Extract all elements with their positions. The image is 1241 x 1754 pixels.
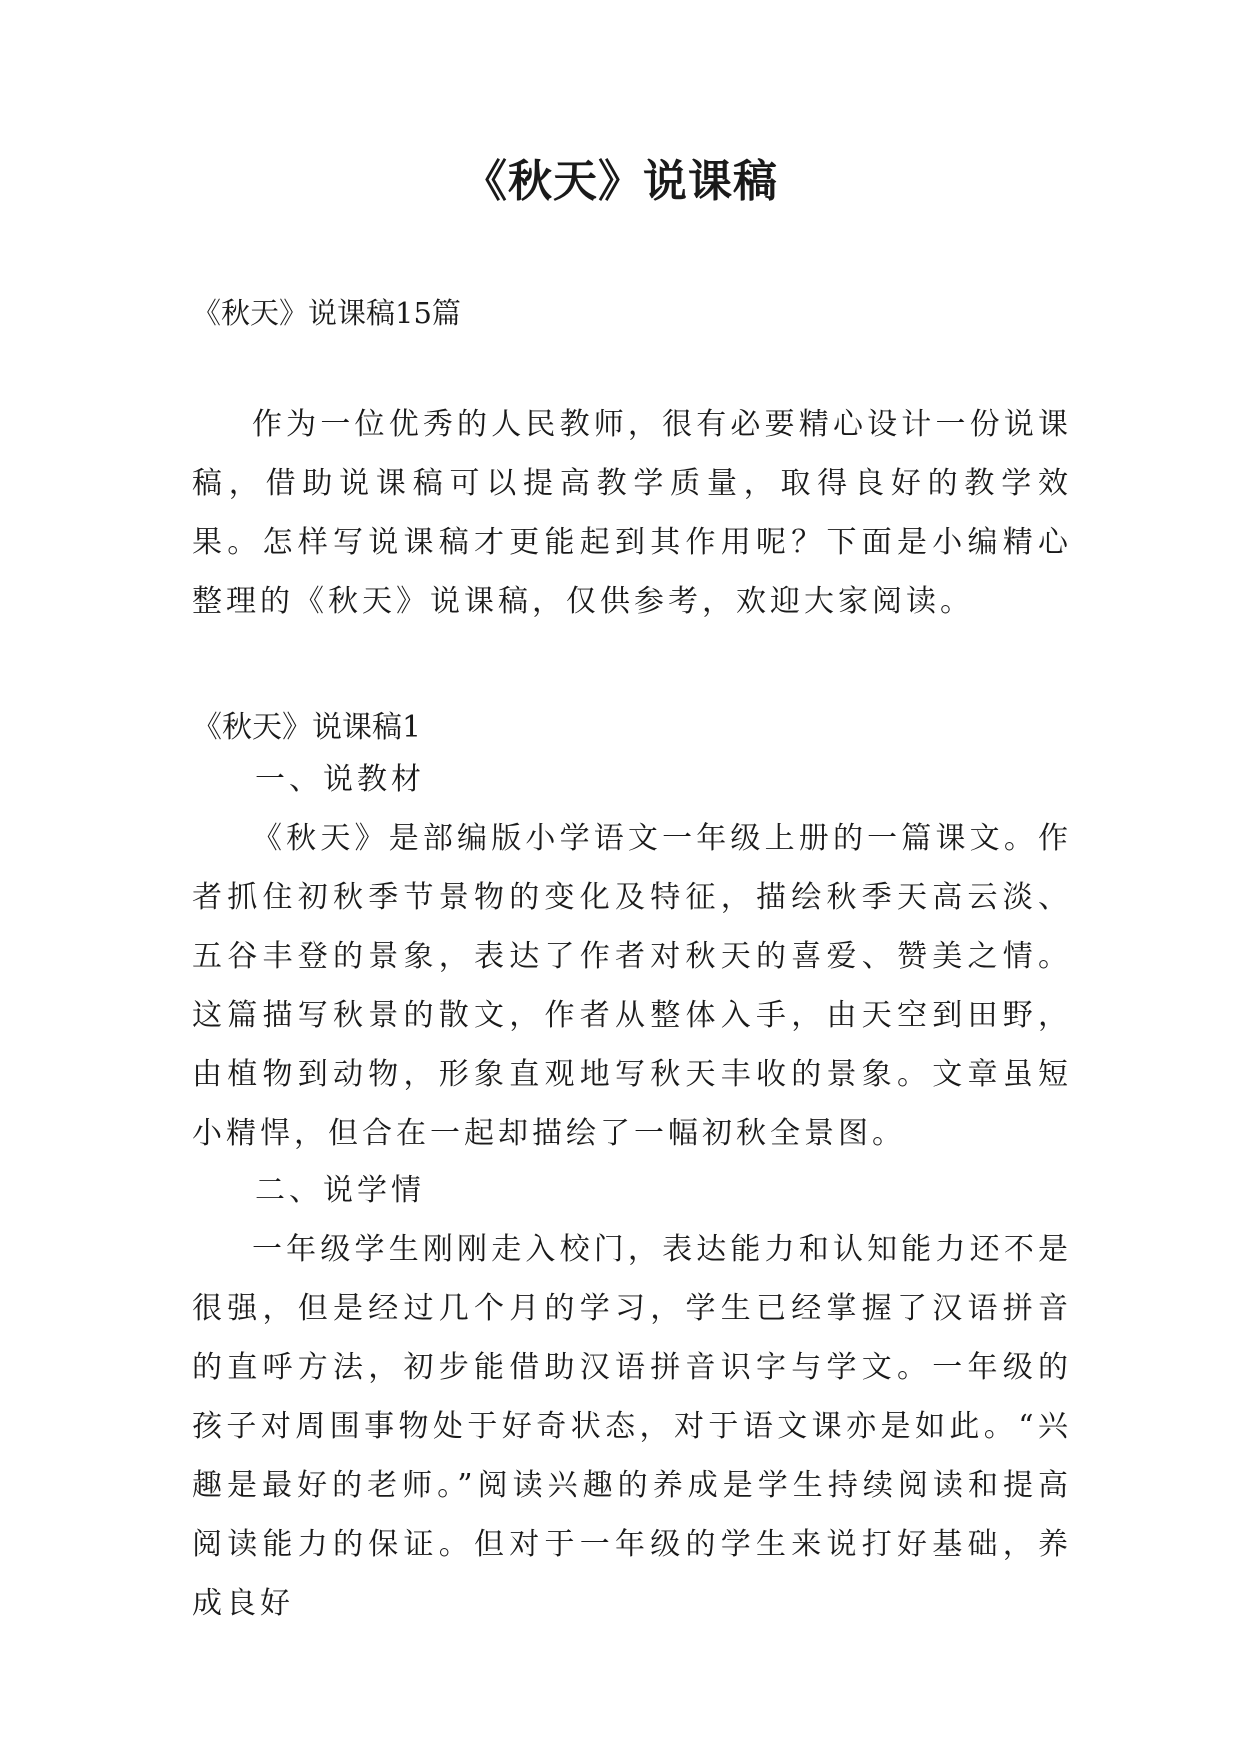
section-body-students: 一年级学生刚刚走入校门，表达能力和认知能力还不是很强，但是经过几个月的学习，学生已经掌握了汉语拼音的直呼方法，初步能借助汉语拼音识字与学文。一年级的孩子对周围事物处于好奇状态，对于语文课亦是如此。“兴趣是最好的老师。”阅读兴趣的养成是学生持续阅读和提高阅读能力的保证。但对于一年级的学生来说打好基础，养成良好 — [192, 1232, 1072, 1621]
document-title: 《秋天》说课稿 — [463, 156, 778, 207]
document-subtitle: 《秋天》说课稿15篇 — [192, 296, 461, 330]
article-heading: 《秋天》说课稿1 — [192, 710, 422, 745]
section-body-textbook: 《秋天》是部编版小学语文一年级上册的一篇课文。作者抓住初秋季节景物的变化及特征，描绘秋季天高云淡、五谷丰登的景象，表达了作者对秋天的喜爱、赞美之情。这篇描写秋景的散文，作者从整体入手，由天空到田野，由植物到动物，形象直观地写秋天丰收的景象。文章虽短小精悍，但合在一起却描绘了一幅初秋全景图。 — [192, 821, 1072, 1151]
section-heading-textbook: 一、说教材 — [255, 762, 425, 797]
intro-paragraph: 作为一位优秀的人民教师，很有必要精心设计一份说课稿，借助说课稿可以提高教学质量，取得良好的教学效果。怎样写说课稿才更能起到其作用呢？下面是小编精心整理的《秋天》说课稿，仅供参考，欢迎大家阅读。 — [192, 407, 1072, 619]
section-heading-students: 二、说学情 — [255, 1173, 425, 1208]
